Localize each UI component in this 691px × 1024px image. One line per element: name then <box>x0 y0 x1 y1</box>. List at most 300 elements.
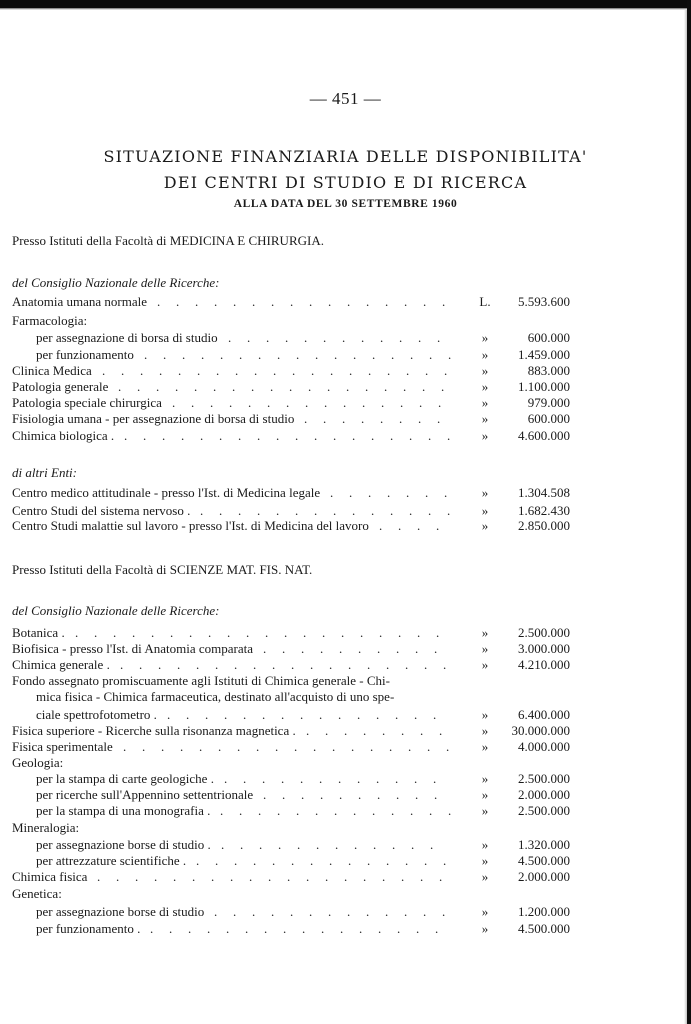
leader-dot: . <box>329 853 333 868</box>
row-amount: 979.000 <box>527 395 570 410</box>
leader-dot: . <box>297 837 301 852</box>
leader-dot: . <box>437 330 441 345</box>
row-amount: 3.000.000 <box>518 641 570 656</box>
document-date-line: ALLA DATA DEL 30 SETTEMBRE 1960 <box>233 198 458 210</box>
leader-dot: . <box>275 739 279 754</box>
leader-dot: . <box>321 921 325 936</box>
leader-dot: . <box>194 379 198 394</box>
ledger-row <box>12 518 572 534</box>
leader-dot: . <box>276 428 280 443</box>
currency-mark: » <box>481 837 489 852</box>
leader-dot: . <box>247 330 251 345</box>
ledger-row <box>12 739 572 755</box>
currency-mark: » <box>481 707 489 722</box>
row-label: Clinica Medica <box>12 363 92 378</box>
leader-dot: . <box>159 363 163 378</box>
ledger-row <box>12 294 572 310</box>
leader-dot: . <box>295 503 299 518</box>
leader-dot: . <box>360 625 364 640</box>
leader-dot: . <box>447 503 451 518</box>
leader-dot: . <box>433 771 437 786</box>
leader-dot: . <box>182 347 186 362</box>
leader-dot: . <box>387 363 391 378</box>
section-heading: Presso Istituti della Facoltà di MEDICINA E CHIRURGIA. <box>12 233 324 248</box>
leader-dot: . <box>443 853 447 868</box>
currency-mark: » <box>481 347 489 362</box>
leader-dot: . <box>417 518 421 533</box>
leader-dot: . <box>214 294 218 309</box>
leader-dot: . <box>271 904 275 919</box>
leader-dot: . <box>385 904 389 919</box>
leader-dot: . <box>377 787 381 802</box>
leader-dot: . <box>379 625 383 640</box>
leader-dot: . <box>340 921 344 936</box>
leader-dot: . <box>97 869 101 884</box>
leader-dot: . <box>353 803 357 818</box>
leader-dot: . <box>399 411 403 426</box>
leader-dot: . <box>243 707 247 722</box>
document-title-line-2: DEI CENTRI DI STUDIO E DI RICERCA <box>163 173 528 192</box>
leader-dot: . <box>385 294 389 309</box>
leader-dot: . <box>333 503 337 518</box>
leader-dot: . <box>267 395 271 410</box>
row-label: per attrezzature scientifiche . <box>36 853 187 868</box>
leader-dot: . <box>180 739 184 754</box>
leader-dot: . <box>285 330 289 345</box>
row-label: Botanica . <box>12 625 65 640</box>
currency-mark: » <box>481 379 489 394</box>
row-amount: 2.500.000 <box>518 625 570 640</box>
ledger-row <box>12 803 572 819</box>
leader-dot: . <box>144 347 148 362</box>
leader-dot: . <box>348 657 352 672</box>
leader-dot: . <box>359 921 363 936</box>
currency-mark: » <box>481 641 489 656</box>
leader-dot: . <box>384 379 388 394</box>
leader-dot: . <box>398 518 402 533</box>
row-label: per assegnazione borse di studio . <box>36 837 211 852</box>
leader-dot: . <box>442 904 446 919</box>
leader-dot: . <box>370 739 374 754</box>
currency-mark: » <box>481 921 489 936</box>
leader-dot: . <box>249 869 253 884</box>
leader-dot: . <box>245 921 249 936</box>
leader-dot: . <box>344 723 348 738</box>
leader-dot: . <box>289 379 293 394</box>
leader-dot: . <box>418 330 422 345</box>
section-heading: Presso Istituti della Facoltà di SCIENZE MAT. FIS. NAT. <box>12 562 313 577</box>
currency-mark: » <box>481 771 489 786</box>
leader-dot: . <box>238 428 242 443</box>
leader-dot: . <box>295 428 299 443</box>
leader-dot: . <box>408 739 412 754</box>
leader-dot: . <box>434 641 438 656</box>
leader-dot: . <box>132 625 136 640</box>
ledger-row <box>12 411 572 427</box>
leader-dot: . <box>397 921 401 936</box>
leader-dot: . <box>341 625 345 640</box>
row-label: Fisiologia umana - per assegnazione di borsa di studio <box>12 411 295 426</box>
leader-dot: . <box>94 625 98 640</box>
ledger-row <box>12 330 572 346</box>
leader-dot: . <box>343 395 347 410</box>
row-amount: 5.593.600 <box>518 294 570 309</box>
leader-dot: . <box>284 625 288 640</box>
leader-dot: . <box>124 428 128 443</box>
leader-dot: . <box>195 294 199 309</box>
currency-mark: » <box>481 428 489 443</box>
ledger-row <box>12 869 572 885</box>
leader-dot: . <box>390 428 394 443</box>
leader-dot: . <box>448 347 452 362</box>
leader-dot: . <box>311 363 315 378</box>
row-amount: 4.500.000 <box>518 853 570 868</box>
leader-dot: . <box>278 837 282 852</box>
leader-dot: . <box>191 395 195 410</box>
leader-dot: . <box>102 363 106 378</box>
leader-dot: . <box>240 837 244 852</box>
leader-dot: . <box>414 771 418 786</box>
row-label: Anatomia umana normale <box>12 294 148 309</box>
leader-dot: . <box>347 904 351 919</box>
leader-dot: . <box>347 294 351 309</box>
leader-dot: . <box>219 428 223 443</box>
ledger-row <box>12 673 572 689</box>
leader-dot: . <box>167 707 171 722</box>
ledger-row <box>12 313 572 329</box>
leader-dot: . <box>304 411 308 426</box>
leader-dot: . <box>303 625 307 640</box>
leader-dot: . <box>328 294 332 309</box>
leader-dot: . <box>277 803 281 818</box>
leader-dot: . <box>346 379 350 394</box>
leader-dot: . <box>395 707 399 722</box>
scan-top-border <box>0 0 691 8</box>
leader-dot: . <box>120 657 124 672</box>
leader-dot: . <box>322 625 326 640</box>
leader-dot: . <box>216 363 220 378</box>
leader-dot: . <box>173 869 177 884</box>
currency-mark: » <box>481 363 489 378</box>
leader-dot: . <box>366 904 370 919</box>
leader-dot: . <box>422 379 426 394</box>
group-subheading: di altri Enti: <box>12 465 77 480</box>
leader-dot: . <box>314 503 318 518</box>
leader-dot: . <box>140 363 144 378</box>
leader-dot: . <box>270 379 274 394</box>
leader-dot: . <box>277 347 281 362</box>
leader-dot: . <box>309 294 313 309</box>
row-label: Biofisica - presso l'Ist. di Anatomia comparata <box>12 641 253 656</box>
leader-dot: . <box>282 787 286 802</box>
leader-dot: . <box>296 347 300 362</box>
leader-dot: . <box>121 363 125 378</box>
leader-dot: . <box>161 739 165 754</box>
leader-dot: . <box>230 869 234 884</box>
leader-dot: . <box>271 294 275 309</box>
leader-dot: . <box>196 657 200 672</box>
leader-dot: . <box>363 869 367 884</box>
leader-dot: . <box>220 803 224 818</box>
leader-dot: . <box>169 921 173 936</box>
leader-dot: . <box>252 294 256 309</box>
leader-dot: . <box>172 395 176 410</box>
leader-dot: . <box>442 294 446 309</box>
leader-dot: . <box>199 739 203 754</box>
row-label: Patologia generale <box>12 379 109 394</box>
leader-dot: . <box>286 395 290 410</box>
leader-dot: . <box>151 625 155 640</box>
leader-dot: . <box>215 853 219 868</box>
leader-dot: . <box>376 707 380 722</box>
row-label: Chimica biologica . <box>12 428 115 443</box>
leader-dot: . <box>319 771 323 786</box>
leader-dot: . <box>305 395 309 410</box>
leader-dot: . <box>424 853 428 868</box>
leader-dot: . <box>248 395 252 410</box>
leader-dot: . <box>287 869 291 884</box>
leader-dot: . <box>253 853 257 868</box>
row-label: Mineralogia: <box>12 820 80 835</box>
leader-dot: . <box>281 771 285 786</box>
row-amount: 883.000 <box>527 363 570 378</box>
leader-dot: . <box>387 485 391 500</box>
leader-dot: . <box>310 657 314 672</box>
leader-dot: . <box>315 347 319 362</box>
leader-dot: . <box>254 363 258 378</box>
leader-dot: . <box>438 395 442 410</box>
leader-dot: . <box>373 837 377 852</box>
leader-dot: . <box>428 503 432 518</box>
leader-dot: . <box>257 428 261 443</box>
leader-dot: . <box>357 707 361 722</box>
leader-dot: . <box>420 723 424 738</box>
leader-dot: . <box>448 803 452 818</box>
leader-dot: . <box>156 379 160 394</box>
ledger-row <box>12 771 572 787</box>
leader-dot: . <box>361 411 365 426</box>
leader-dot: . <box>116 869 120 884</box>
leader-dot: . <box>328 904 332 919</box>
leader-dot: . <box>246 625 250 640</box>
leader-dot: . <box>205 707 209 722</box>
leader-dot: . <box>349 485 353 500</box>
row-label: mica fisica - Chimica farmaceutica, destinato all'acquisto di uno spe- <box>36 689 395 704</box>
leader-dot: . <box>436 625 440 640</box>
leader-dot: . <box>150 921 154 936</box>
leader-dot: . <box>178 363 182 378</box>
leader-dot: . <box>176 294 180 309</box>
leader-dot: . <box>386 853 390 868</box>
leader-dot: . <box>358 787 362 802</box>
leader-dot: . <box>239 803 243 818</box>
ledger-row <box>12 707 572 723</box>
leader-dot: . <box>372 803 376 818</box>
leader-dot: . <box>215 657 219 672</box>
leader-dot: . <box>207 921 211 936</box>
row-label: Centro medico attitudinale - presso l'Ist. di Medicina legale <box>12 485 321 500</box>
leader-dot: . <box>208 625 212 640</box>
leader-dot: . <box>197 363 201 378</box>
currency-mark: » <box>481 853 489 868</box>
leader-dot: . <box>213 379 217 394</box>
leader-dot: . <box>330 363 334 378</box>
row-label: Chimica generale . <box>12 657 110 672</box>
currency-mark: » <box>481 503 489 518</box>
leader-dot: . <box>338 707 342 722</box>
leader-dot: . <box>327 379 331 394</box>
leader-dot: . <box>175 379 179 394</box>
leader-dot: . <box>411 837 415 852</box>
row-label: Genetica: <box>12 886 62 901</box>
row-label: Patologia speciale chirurgica <box>12 395 162 410</box>
leader-dot: . <box>123 739 127 754</box>
leader-dot: . <box>210 395 214 410</box>
leader-dot: . <box>200 503 204 518</box>
leader-dot: . <box>229 395 233 410</box>
leader-dot: . <box>339 787 343 802</box>
leader-dot: . <box>186 707 190 722</box>
leader-dot: . <box>296 803 300 818</box>
leader-dot: . <box>264 921 268 936</box>
leader-dot: . <box>395 771 399 786</box>
leader-dot: . <box>396 641 400 656</box>
leader-dot: . <box>362 395 366 410</box>
leader-dot: . <box>380 411 384 426</box>
leader-dot: . <box>224 707 228 722</box>
leader-dot: . <box>300 707 304 722</box>
currency-mark: L. <box>479 294 491 309</box>
currency-mark: » <box>481 330 489 345</box>
leader-dot: . <box>257 503 261 518</box>
row-amount: 4.210.000 <box>518 657 570 672</box>
leader-dot: . <box>382 723 386 738</box>
leader-dot: . <box>313 739 317 754</box>
leader-dot: . <box>291 853 295 868</box>
leader-dot: . <box>447 428 451 443</box>
row-amount: 1.459.000 <box>518 347 570 362</box>
ledger-row <box>12 625 572 641</box>
row-label: per la stampa di una monografia . <box>36 803 211 818</box>
leader-dot: . <box>424 657 428 672</box>
leader-dot: . <box>306 869 310 884</box>
row-label: per funzionamento <box>36 347 134 362</box>
leader-dot: . <box>314 428 318 443</box>
leader-dot: . <box>396 787 400 802</box>
leader-dot: . <box>367 657 371 672</box>
currency-mark: » <box>481 518 489 533</box>
ledger-row <box>12 820 572 836</box>
row-amount: 1.200.000 <box>518 904 570 919</box>
leader-dot: . <box>324 395 328 410</box>
leader-dot: . <box>409 503 413 518</box>
leader-dot: . <box>351 739 355 754</box>
leader-dot: . <box>358 641 362 656</box>
leader-dot: . <box>344 869 348 884</box>
leader-dot: . <box>135 869 139 884</box>
row-label: per assegnazione borse di studio <box>36 904 205 919</box>
leader-dot: . <box>154 869 158 884</box>
leader-dot: . <box>310 853 314 868</box>
row-amount: 6.400.000 <box>518 707 570 722</box>
row-amount: 1.100.000 <box>518 379 570 394</box>
leader-dot: . <box>428 428 432 443</box>
leader-dot: . <box>418 411 422 426</box>
leader-dot: . <box>371 428 375 443</box>
leader-dot: . <box>239 347 243 362</box>
leader-dot: . <box>290 294 294 309</box>
leader-dot: . <box>315 803 319 818</box>
leader-dot: . <box>357 771 361 786</box>
row-label: Fisica sperimentale <box>12 739 113 754</box>
leader-dot: . <box>377 641 381 656</box>
leader-dot: . <box>391 347 395 362</box>
leader-dot: . <box>334 803 338 818</box>
leader-dot: . <box>291 657 295 672</box>
leader-dot: . <box>301 787 305 802</box>
leader-dot: . <box>361 330 365 345</box>
leader-dot: . <box>233 904 237 919</box>
leader-dot: . <box>188 921 192 936</box>
leader-dot: . <box>276 503 280 518</box>
leader-dot: . <box>301 641 305 656</box>
leader-dot: . <box>323 330 327 345</box>
leader-dot: . <box>143 428 147 443</box>
row-amount: 2.500.000 <box>518 803 570 818</box>
leader-dot: . <box>391 803 395 818</box>
document-title-line-1: SITUAZIONE FINANZIARIA DELLE DISPONIBILITA' <box>103 147 588 166</box>
leader-dot: . <box>352 503 356 518</box>
leader-dot: . <box>224 771 228 786</box>
row-label: Fisica superiore - Ricerche sulla risonanza magnetica . <box>12 723 296 738</box>
row-amount: 1.320.000 <box>518 837 570 852</box>
leader-dot: . <box>75 625 79 640</box>
leader-dot: . <box>367 853 371 868</box>
leader-dot: . <box>319 707 323 722</box>
leader-dot: . <box>272 657 276 672</box>
leader-dot: . <box>308 379 312 394</box>
ledger-row <box>12 787 572 803</box>
currency-mark: » <box>481 625 489 640</box>
row-amount: 1.304.508 <box>518 485 570 500</box>
row-label: Centro Studi malattie sul lavoro - presso l'Ist. di Medicina del lavoro <box>12 518 369 533</box>
leader-dot: . <box>233 294 237 309</box>
leader-dot: . <box>211 869 215 884</box>
leader-dot: . <box>262 771 266 786</box>
leader-dot: . <box>300 771 304 786</box>
leader-dot: . <box>368 363 372 378</box>
leader-dot: . <box>379 518 383 533</box>
leader-dot: . <box>439 723 443 738</box>
leader-dot: . <box>189 625 193 640</box>
leader-dot: . <box>252 904 256 919</box>
leader-dot: . <box>118 379 122 394</box>
leader-dot: . <box>376 771 380 786</box>
leader-dot: . <box>243 771 247 786</box>
row-amount: 1.682.430 <box>518 503 570 518</box>
leader-dot: . <box>158 657 162 672</box>
row-amount: 30.000.000 <box>511 723 570 738</box>
leader-dot: . <box>273 363 277 378</box>
leader-dot: . <box>415 787 419 802</box>
leader-dot: . <box>221 837 225 852</box>
leader-dot: . <box>266 330 270 345</box>
leader-dot: . <box>263 787 267 802</box>
leader-dot: . <box>163 347 167 362</box>
page-number: — 451 — <box>309 89 382 108</box>
ledger-row <box>12 904 572 920</box>
leader-dot: . <box>323 411 327 426</box>
